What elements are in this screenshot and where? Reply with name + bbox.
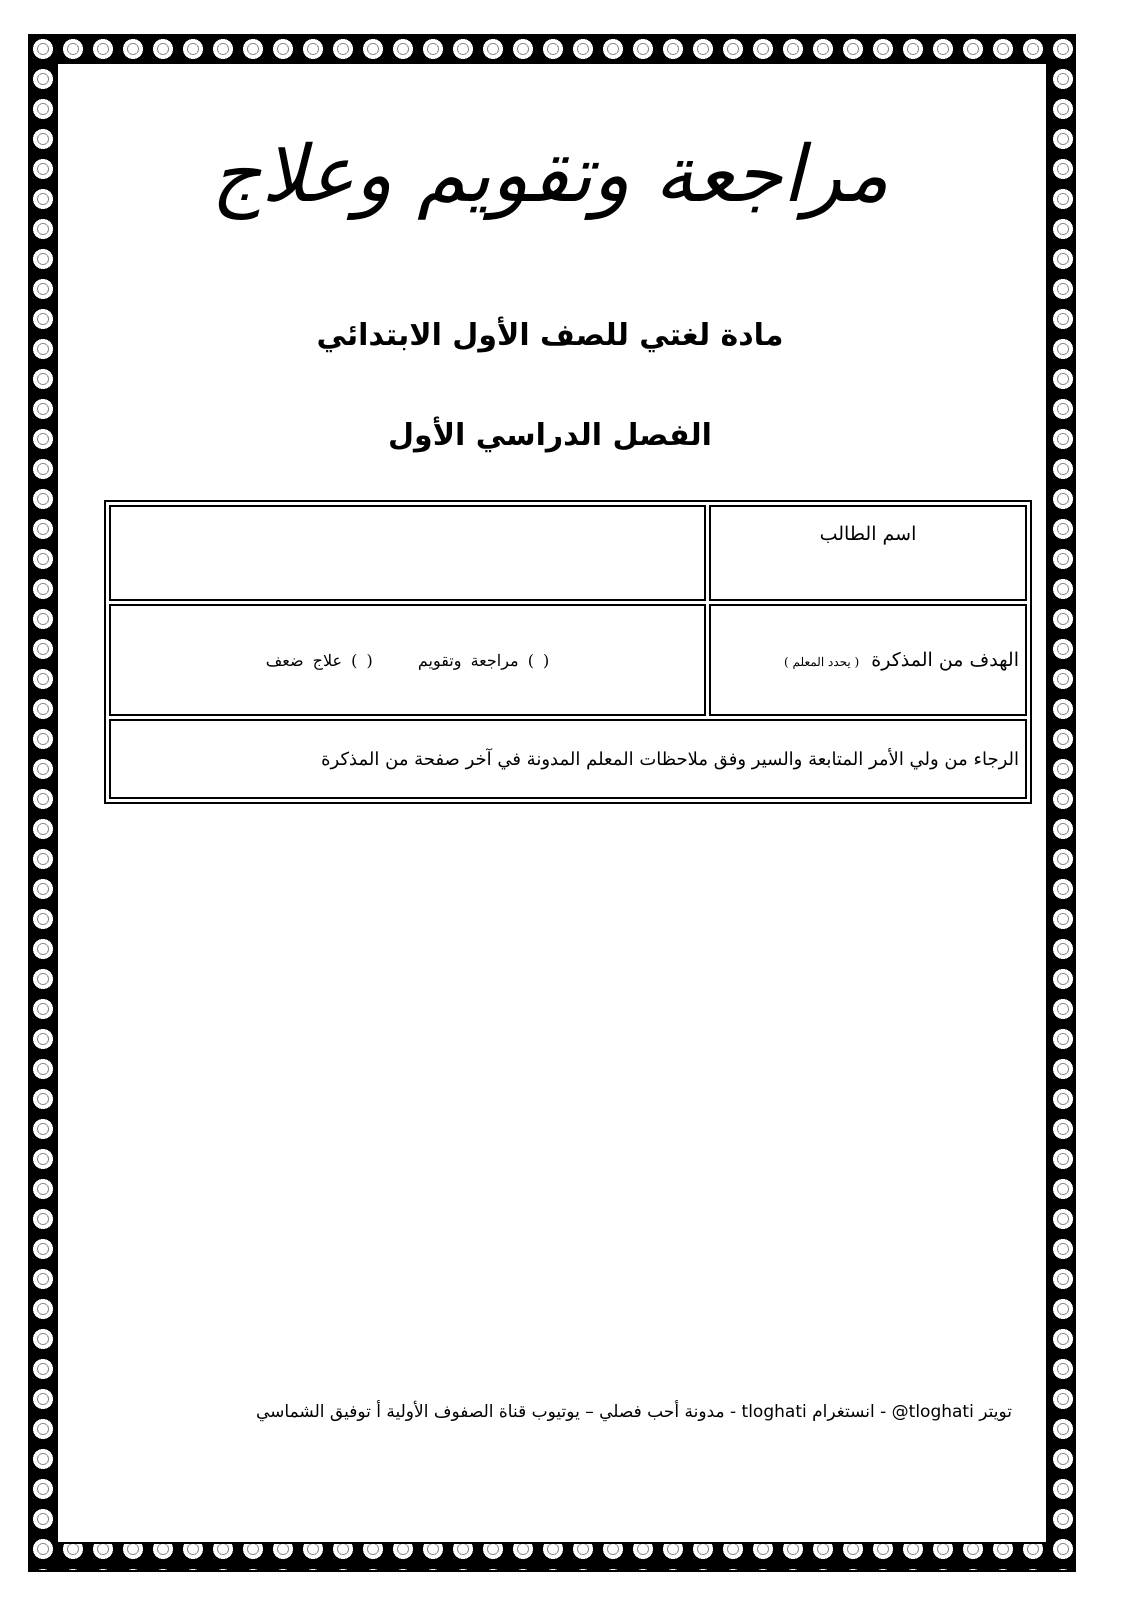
student-name-label: اسم الطالب (709, 505, 1027, 601)
goal-note: ( يحدد المعلم ) (784, 655, 860, 669)
goal-label-cell (709, 604, 1027, 716)
goal-row (109, 604, 1027, 716)
goal-options-cell (109, 604, 706, 716)
student-name-field[interactable] (109, 505, 706, 601)
option-review-checkbox[interactable]: ( ) مراجعة وتقويم (417, 650, 550, 670)
footer-credits: تويتر tloghati@ - انستغرام tloghati - مدونة أحب فصلي – يوتيوب قناة الصفوف الأولية أ توفيق الشماسي (256, 1402, 1012, 1422)
goal-label: الهدف من المذكرة (871, 649, 1019, 671)
guardian-note-row (109, 719, 1027, 799)
page-title: مراجعة وتقويم وعلاج (211, 130, 889, 220)
student-info-table (104, 500, 1032, 804)
option-remedy-checkbox[interactable]: ( ) علاج ضعف (265, 650, 373, 670)
term-line: الفصل الدراسي الأول (388, 418, 712, 453)
guardian-note: الرجاء من ولي الأمر المتابعة والسير وفق ملاحظات المعلم المدونة في آخر صفحة من المذكرة (109, 719, 1027, 799)
student-name-row (109, 505, 1027, 601)
subject-line: مادة لغتي للصف الأول الابتدائي (316, 318, 784, 353)
